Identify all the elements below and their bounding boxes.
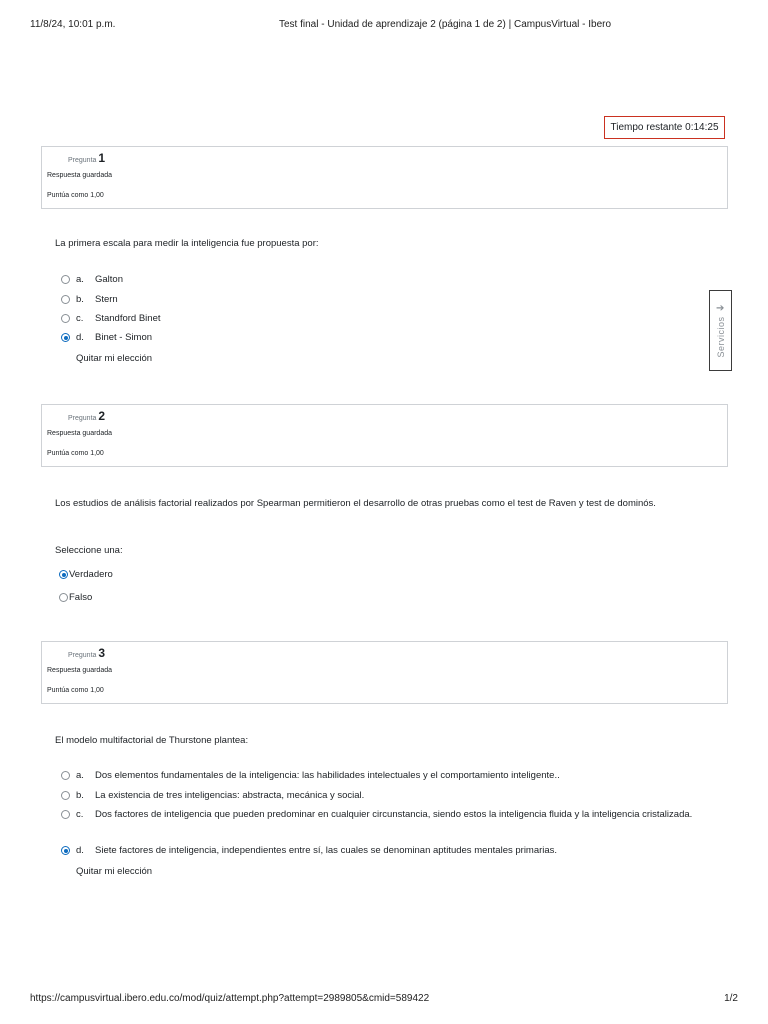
servicios-label: Servicios bbox=[716, 316, 726, 358]
question-number: Pregunta 2 bbox=[68, 409, 106, 423]
question-2-text: Los estudios de análisis factorial realizados por Spearman permitieron el desarrollo de otras pruebas como el test de Raven y test de dominós. bbox=[55, 498, 656, 509]
clear-choice-link[interactable]: Quitar mi elección bbox=[76, 353, 153, 364]
select-one-prompt: Seleccione una: bbox=[55, 545, 123, 556]
question-state: Respuesta guardada bbox=[47, 667, 112, 674]
print-url: https://campusvirtual.ibero.edu.co/mod/quiz/attempt.php?attempt=2989805&cmid=589422 bbox=[30, 993, 430, 1004]
question-2-info bbox=[41, 404, 728, 467]
question-grade: Puntúa como 1,00 bbox=[47, 450, 104, 457]
radio-button[interactable] bbox=[61, 314, 70, 323]
print-page-title: Test final - Unidad de aprendizaje 2 (página 1 de 2) | CampusVirtual - Ibero bbox=[279, 19, 612, 30]
servicios-tab[interactable] bbox=[709, 290, 732, 371]
question-state: Respuesta guardada bbox=[47, 172, 112, 179]
arrow-right-icon: ➔ bbox=[716, 303, 725, 314]
print-datetime: 11/8/24, 10:01 p.m. bbox=[30, 19, 116, 30]
question-1-text: La primera escala para medir la inteligencia fue propuesta por: bbox=[55, 238, 319, 249]
question-1-info bbox=[41, 146, 728, 209]
radio-button[interactable] bbox=[61, 791, 70, 800]
question-number: Pregunta 3 bbox=[68, 646, 106, 660]
question-grade: Puntúa como 1,00 bbox=[47, 192, 104, 199]
question-number: Pregunta 1 bbox=[68, 151, 106, 165]
question-3-info bbox=[41, 641, 728, 704]
radio-button-selected[interactable] bbox=[61, 333, 70, 342]
question-grade: Puntúa como 1,00 bbox=[47, 687, 104, 694]
radio-button-selected[interactable] bbox=[59, 570, 68, 579]
radio-button[interactable] bbox=[61, 810, 70, 819]
radio-button-selected[interactable] bbox=[61, 846, 70, 855]
radio-button[interactable] bbox=[61, 275, 70, 284]
clear-choice-link[interactable]: Quitar mi elección bbox=[76, 866, 153, 877]
radio-button[interactable] bbox=[59, 593, 68, 602]
radio-button[interactable] bbox=[61, 295, 70, 304]
question-state: Respuesta guardada bbox=[47, 430, 112, 437]
radio-button[interactable] bbox=[61, 771, 70, 780]
time-remaining: Tiempo restante 0:14:25 bbox=[604, 116, 725, 139]
question-3-text: El modelo multifactorial de Thurstone plantea: bbox=[55, 735, 249, 746]
print-page-number: 1/2 bbox=[724, 993, 738, 1004]
